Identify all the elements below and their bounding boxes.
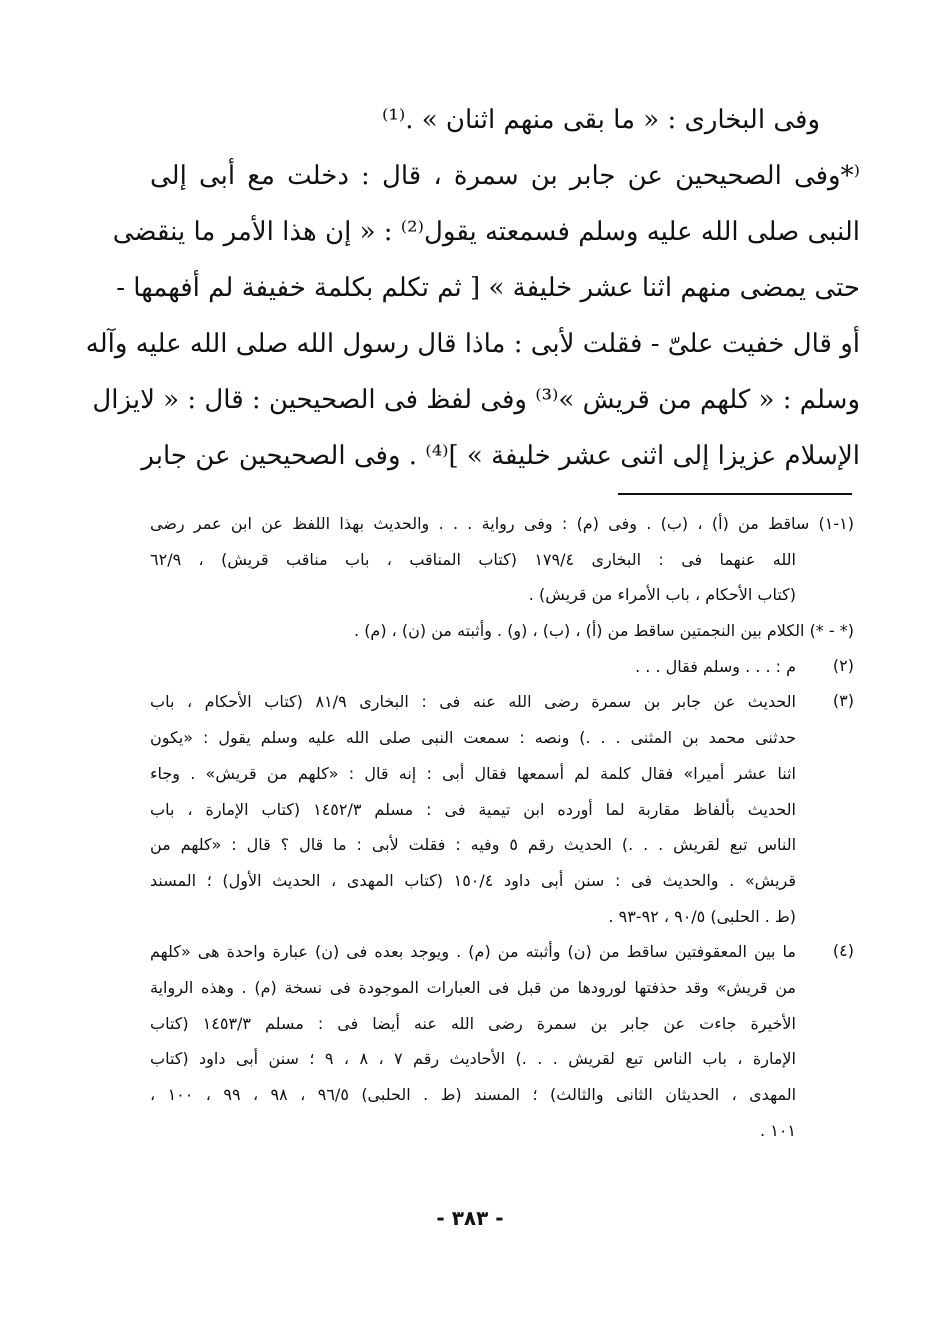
body-line: النبى صلى الله عليه وسلم فسمعته يقول⁽²⁾ : « إن هذا الأمر ما ينقضى <box>112 217 860 247</box>
footnote-line: الحديث عن جابر بن سمرة رضى الله عنه فى : البخارى ٨١/٩ (كتاب الأحكام ، باب <box>150 692 797 712</box>
body-line: الإسلام عزيزا إلى اثنى عشر خليفة » ]⁽⁴⁾ . وفى الصحيحين عن جابر <box>141 441 860 471</box>
footnote-line: الإمارة ، باب الناس تبع لقريش . . .) الأحاديث رقم ٧ ، ٨ ، ٩ ؛ سنن أبى داود (كتاب <box>150 1049 797 1069</box>
footnote-3 <box>150 684 854 934</box>
footnote-line: الناس تبع لقريش . . .) الحديث رقم ٥ وفيه : فقلت لأبى : ما قال ؟ قال : «كلهم من <box>150 835 797 855</box>
footnote-line: (١-١) ساقط من (أ) ، (ب) . وفى (م) : وفى رواية . . . والحديث بهذا اللفظ عن ابن عمر رضى <box>150 514 854 533</box>
body-line: وفى البخارى : « ما بقى منهم اثنان » .⁽¹⁾ <box>382 105 820 135</box>
footnote-line: م : . . . وسلم فقال . . . <box>635 656 796 676</box>
footnote-line: الحديث بألفاظ مقاربة لما أورده ابن تيمية فى : مسلم ١٤٥٢/٣ (كتاب الإمارة ، باب <box>150 799 797 819</box>
footnote-4 <box>150 934 854 1148</box>
footnote-1 <box>150 506 854 613</box>
footnote-line: الله عنهما فى : البخارى ١٧٩/٤ (كتاب المناقب ، باب مناقب قريش) ، ٦٢/٩ <box>150 549 796 569</box>
body-line: ⁽*وفى الصحيحين عن جابر بن سمرة ، قال : دخلت مع أبى إلى <box>150 161 860 191</box>
footnote-line: قريش» . والحديث فى : سنن أبى داود ١٥٠/٤ (كتاب المهدى ، الحديث الأول) ؛ المسند <box>150 870 796 890</box>
footnote-line: ١٠١ . <box>760 1120 796 1140</box>
footnote-line: (ط . الحلبى) ٩٠/٥ ، ٩٢-٩٣ . <box>608 906 796 926</box>
main-text <box>85 92 860 484</box>
footnote-marker: (٣) <box>832 691 854 711</box>
footnote-line: من قريش» وقد حذفتها لورودها من قبل فى العبارات الموجودة فى نسخة (م) . وهذه الرواية <box>150 977 796 997</box>
body-line: أو قال خفيت علىّ - فقلت لأبى : ماذا قال رسول الله صلى الله عليه وآله <box>85 329 860 359</box>
page-number: - ٣٨٣ - <box>436 1206 504 1230</box>
body-line: حتى يمضى منهم اثنا عشر خليفة » [ ثم تكلم بكلمة خفيفة لم أفهمها - <box>116 273 860 303</box>
footnote-line: (كتاب الأحكام ، باب الأمراء من قريش) . <box>528 585 796 605</box>
footnote-line: ما بين المعقوفتين ساقط من (ن) وأثبته من (م) . ويوجد بعده فى (ن) عبارة واحدة هى «كلهم <box>150 942 796 962</box>
footnote-separator <box>618 493 852 495</box>
footnote-star <box>150 613 854 649</box>
footnote-line: المهدى ، الحديثان الثانى والثالث) ؛ المسند (ط . الحلبى) ٩٦/٥ ، ٩٨ ، ٩٩ ، ١٠٠ ، <box>150 1085 797 1104</box>
footnote-marker: (٢) <box>832 655 854 675</box>
footnote-line: (* - *) الكلام بين النجمتين ساقط من (أ) ، (ب) ، (و) . وأثبته من (ن) ، (م) . <box>354 621 854 641</box>
footnote-2 <box>150 649 854 685</box>
footnote-line: حدثنى محمد بن المثنى . . .) ونصه : سمعت النبى صلى الله عليه وسلم يقول : «يكون <box>150 728 796 748</box>
body-line: وسلم : « كلهم من قريش »⁽³⁾ وفى لفظ فى الصحيحين : قال : « لايزال <box>92 385 860 415</box>
footnote-line: اثنا عشر أميرا» فقال كلمة لم أسمعها فقال أبى : إنه قال : «كلهم من قريش» . وجاء <box>150 763 796 783</box>
footnote-marker: (٤) <box>832 941 854 961</box>
footnote-line: الأخيرة جاءت عن جابر بن سمرة رضى الله عنه أيضا فى : مسلم ١٤٥٣/٣ (كتاب <box>150 1013 796 1033</box>
footnotes <box>150 506 854 1148</box>
